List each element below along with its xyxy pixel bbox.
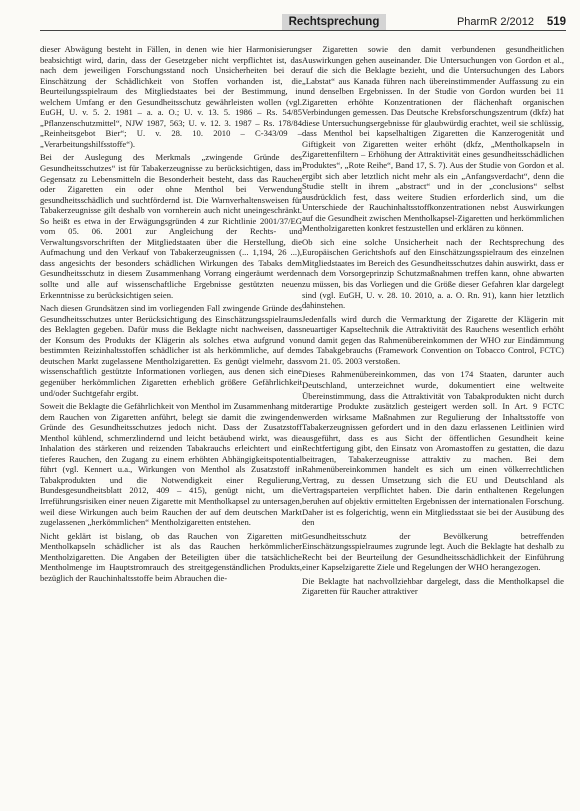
page-header bbox=[40, 4, 566, 38]
paragraph: ser Zigaretten sowie den damit verbundenen gesundheitlichen Auswirkungen gehen auseinander. Die Untersuchungen von Gordon et al., auf die sich die Beklagte bezieht, und die Untersuchungen des Labors „Labstat“ aus Kanada führen nach übereinstimmender Auffassung zu ein und denselben Ergebnissen. In der Studie von Gordon wurden bei 11 Zigaretten erhöhte Konzentrationen der flächenhaft organischen Verbindungen gemessen. Das Deutsche Krebsforschungszentrum (dkfz) hat diese Untersuchungsergebnisse für glaubwürdig erachtet, weil sie schlüssig, dass Menthol bei kapselhaltigen Zigaretten die Kanzerogenität und Giftigkeit von Zigaretten weiter erhöht (dkfz, „Mentholkapseln in Zigarettenfiltern – Erhöhung der Attraktivität eines gesundheitsschädlichen Produktes“, „Rote Reihe“, Band 17, S. 7). Aus der Studie von Gordon et al. ergibt sich aber letztlich nicht mehr als ein „Anfangsverdacht“, denn die Studie stellt in ihrem „abstract“ und in der „conclusions“ selbst ausdrücklich fest, dass weitere Studien erforderlich sind, um die Unterschiede der Rauchinhaltsstoffkonzentrationen nebst Auswirkungen auf die Gesundheit zwischen Mentholkapsel-Zigaretten und herkömmlichen Mentholzigaretten konkret festzustellen und erklären zu können. bbox=[302, 44, 564, 234]
paragraph: Nicht geklärt ist bislang, ob das Rauchen von Zigaretten mit Mentholkapseln schädlicher ist als das Rauchen herkömmlicher Mentholzigaretten. Die Angaben der Beteiligten über die tatsächliche Mentholmenge im Hauptstromrauch des streitgegenständlichen Produkts, bezüglich der Rauchinhaltsstoffe beim Abrauchen die- bbox=[40, 530, 302, 583]
paragraph: Die Beklagte hat nachvollziehbar dargelegt, dass die Mentholkapsel die Zigaretten für Raucher attraktiver bbox=[302, 575, 564, 597]
paragraph: dieser Abwägung besteht in Fällen, in denen wie hier Harmonisierung beabsichtigt wird, darin, dass der Gesetzgeber nicht verpflichtet ist, das nach dem jeweiligen Forschungsstand noch Unsicherheiten bei der Einschätzung der Schädlichkeit von Stoffen vorhanden ist, die Beurteilungsspielraum des Mitgliedstaates bei der Bestimmung, in welchem Umfang er den Gesundheitsschutz gewährleisten wollen (vgl. EuGH, U. v. 5. 2. 1981 – a. a. O.; U. v. 13. 5. 1986 – Rs. 54/85 „Pflanzenschutzmittel“, NJW 1987, 563; U. v. 12. 3. 1987 – Rs. 178/84 „Reinheitsgebot Bier“; U. v. 28. 10. 2010 – C-343/09 – „Verarbeitungshilfsstoffe“). bbox=[40, 44, 302, 149]
header-rule bbox=[40, 30, 566, 31]
paragraph: Nach diesen Grundsätzen sind im vorliegenden Fall zwingende Gründe des Gesundheitsschutzes unter Berücksichtigung des Einschätzungsspielraums des Beklagten gegeben. Dafür muss die Beklagte nicht nachweisen, dass der Konsum des Produkts der Klägerin als solches etwa aufgrund von bestimmten Reizinhaltsstoffen schädlicher ist als herkömmliche, auf dem deutschen Markt zugelassene Mentholzigaretten. Es genügt vielmehr, dass wissenschaftlich gestützte Informationen vorliegen, aus denen sich eine gegenüber herkömmlichen Zigaretten erheblich größere Gefährlichkeit und/oder Suchtgefahr ergibt. bbox=[40, 303, 302, 398]
section-title: Rechtsprechung bbox=[282, 14, 386, 31]
page-number: 519 bbox=[546, 16, 566, 28]
right-column bbox=[302, 44, 564, 808]
paragraph: Gesundheitsschutz der Bevölkerung betreffenden Einschätzungsspielraumes zugrunde legt. Auch die Beklagte hat deshalb zu Recht bei der Beurteilung der Gesundheitsschädlichkeit der Einführung einer Kapselzigarette Ziele und Regelungen der WHO herangezogen. bbox=[302, 530, 564, 573]
left-column bbox=[40, 44, 302, 808]
paragraph: Soweit die Beklagte die Gefährlichkeit von Menthol im Zusammenhang mit dem Rauchen von Zigaretten anführt, belegt sie damit die zwingenden Gründe des Gesundheitsschutzes jedoch nicht. Dass der Zusatzstoff Menthol kühlend, schmerzlindernd und leicht betäubend wirkt, was die Inhalation des stärkeren und reizenden Tabakrauchs erleichtert und ein tieferes Rauchen, den Zugang zu einem erhöhten Abhängigkeitspotential führt (vgl. Kennert u.a., Wirkungen von Menthol als Zusatzstoff in Tabakprodukten und die Notwendigkeit einer Regulierung, Bundesgesundheitsblatt 2012, 409 – 415), genügt nicht, um die Irreführungsrisiken einer neuen Zigarette mit Mentholkapsel zu untersagen, weil diese Wirkungen auch beim Rauchen der auf dem deutschen Markt zugelassenen „herkömmlichen“ Mentholzigaretten entstehen. bbox=[40, 401, 302, 528]
paragraph: Jedenfalls wird durch die Vermarktung der Zigarette der Klägerin mit neuartiger Kapseltechnik die Attraktivität des Rauchens wesentlich erhöht und damit gegen das Rahmenübereinkommen der WHO zur Eindämmung des Tabakgebrauchs (Framework Convention on Tobacco Control, FCTC) vom 21. 05. 2003 verstoßen. bbox=[302, 313, 564, 366]
paragraph: Dieses Rahmenübereinkommen, das von 174 Staaten, darunter auch Deutschland, unterzeichnet wurde, dokumentiert eine weltweite Übereinstimmung, dass die Attraktivität von Tabakprodukten nicht durch derartige Produkte zusätzlich gesteigert werden soll. In Art. 9 FCTC werden wirksame Maßnahmen zur Regulierung der Inhaltsstoffe von Tabakerzeugnissen gefordert und in den dazu erlassenen Leitlinien wird ausgeführt, dass es aus Sicht der öffentlichen Gesundheit keine Rechtfertigung gibt, den Einsatz von Aromastoffen zu gestatten, die dazu beitragen, Tabakerzeugnisse attraktiv zu machen. Bei dem Rahmenübereinkommen handelt es sich um einen völkerrechtlichen Vertrag, zu dessen Umsetzung sich die EU und Deutschland als Vertragsparteien verpflichtet haben. Die darin enthaltenen Regelungen beruhen auf objektiv ermittelten Ergebnissen der internationalen Forschung. Daher ist es folgerichtig, wenn ein Mitgliedsstaat sie bei der Ausübung des den bbox=[302, 369, 564, 528]
journal-citation: PharmR 2/2012 bbox=[456, 16, 534, 28]
paragraph: Bei der Auslegung des Merkmals „zwingende Gründe des Gesundheitsschutzes“ ist für Tabakerzeugnisse zu berücksichtigen, dass im Gegensatz zu Lebensmitteln die Besonderheit besteht, dass das Rauchen oder Zigaretten ein oder ohne Menthol bei Verwendung gesundheitsschädlich und suchtfördernd ist. Die Warnverhaltensweisen für Tabakerzeugnisse gilt deshalb von vornherein auch nicht uneingeschränkt. So heißt es etwa in der Erwägungsgründen 4 zur Richtlinie 2001/37/EG vom 05. 06. 2001 zur Angleichung der Rechts- und Verwaltungsvorschriften der Mitgliedstaaten über die Herstellung, die Aufmachung und den Verkauf von Tabakerzeugnissen (... 1,194, 26 ...), dass angesichts der besonders schädlichen Wirkungen des Tabaks dem Gesundheitsschutz in diesem Zusammenhang Vorrang eingeräumt werden sollte und alle auf wissenschaftliche Ergebnisse gestützten neuen Erkenntnisse zu berücksichtigen seien. bbox=[40, 152, 302, 300]
paragraph: Ob sich eine solche Unsicherheit nach der Rechtsprechung des Europäischen Gerichtshofs auf den Einschätzungsspielraum des einzelnen Mitgliedstaates im Bereich des Gesundheitsschutzes dahin auswirkt, dass er nach dem Vorsorgeprinzip Schutzmaßnahmen treffen kann, ohne abwarten zu müssen, bis das Vorliegen und die Größe dieser Gefahren klar dargelegt sind (vgl. EuGH, U. v. 28. 10. 2010, a. a. O. Rn. 91), kann hier letztlich dahinstehen. bbox=[302, 236, 564, 311]
